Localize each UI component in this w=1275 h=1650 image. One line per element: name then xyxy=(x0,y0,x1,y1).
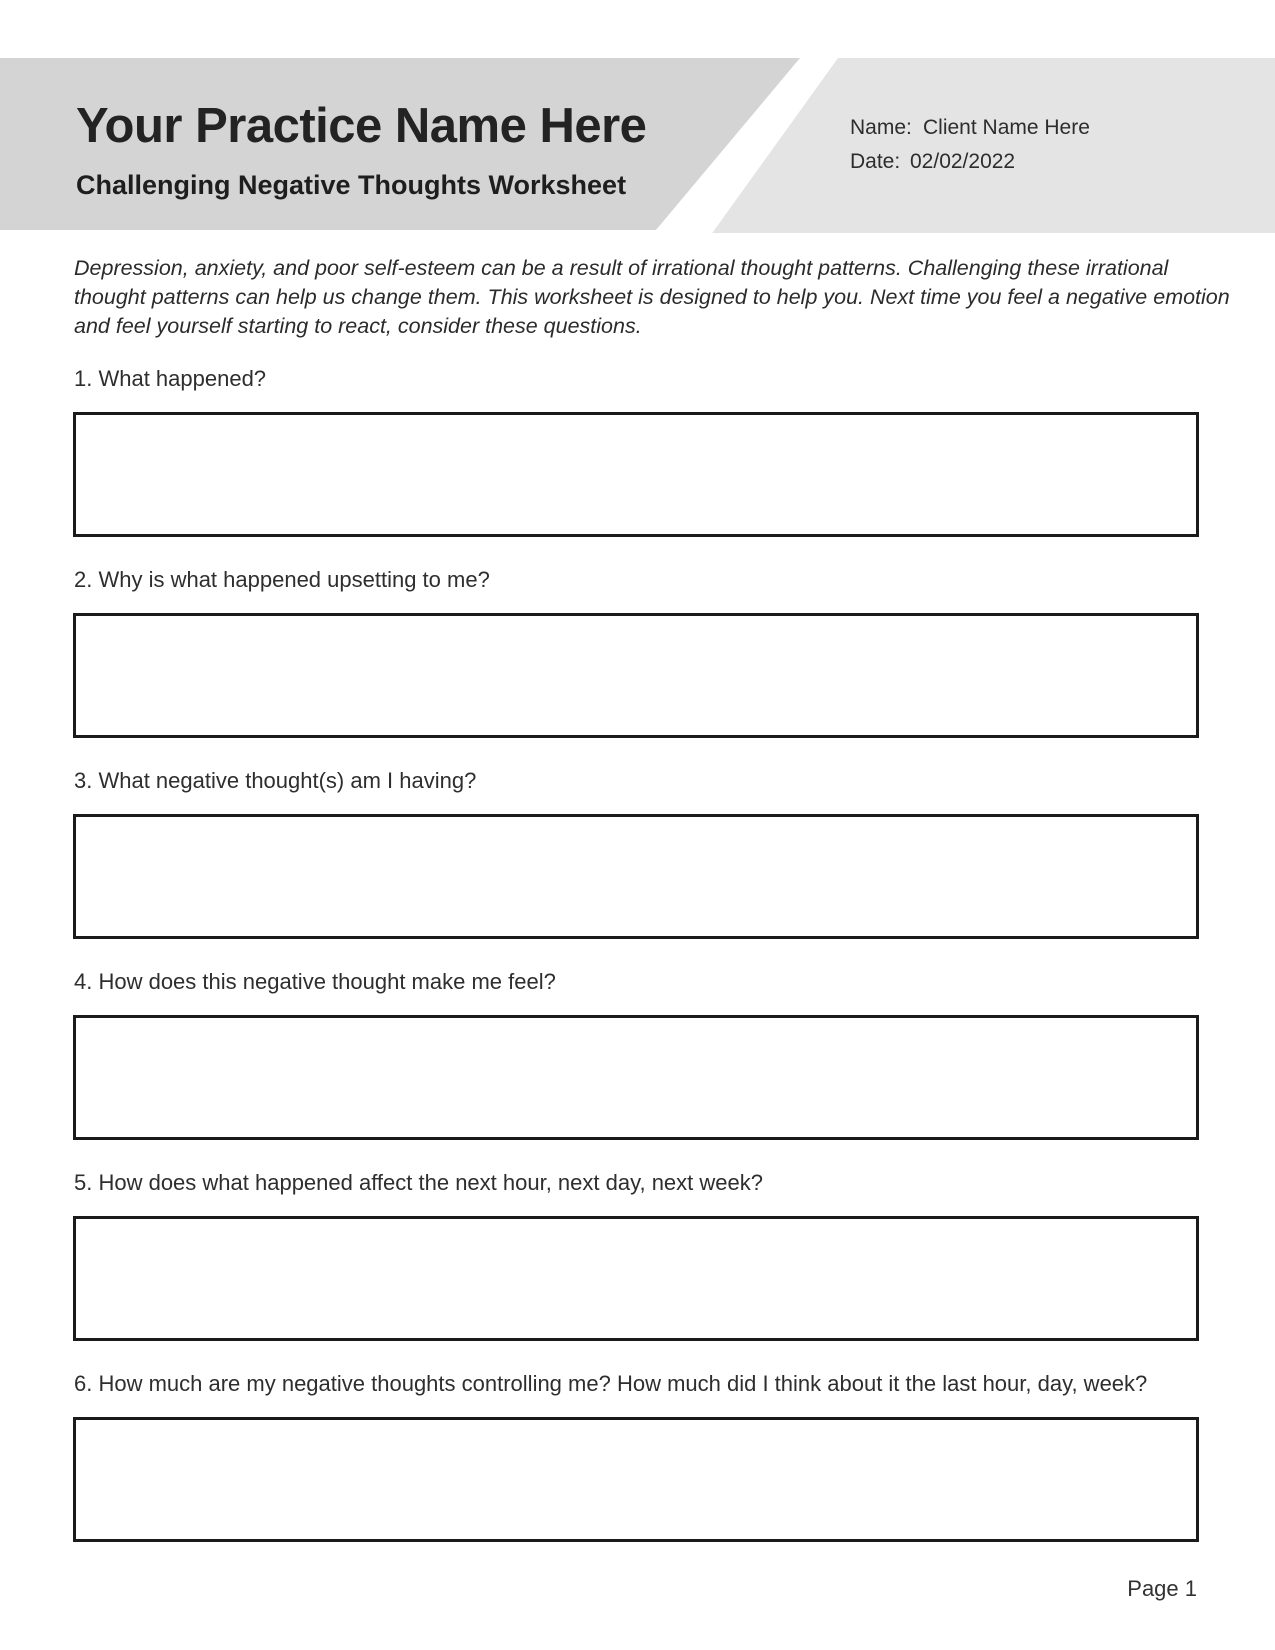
answer-box-2[interactable] xyxy=(73,613,1199,738)
intro-line: and feel yourself starting to react, consider these questions. xyxy=(74,314,642,338)
intro-paragraph xyxy=(74,254,1230,341)
question-1-label: 1. What happened? xyxy=(74,366,267,391)
answer-box-1[interactable] xyxy=(73,412,1199,537)
answer-box-6[interactable] xyxy=(73,1417,1199,1542)
answer-box-5[interactable] xyxy=(73,1216,1199,1341)
date-field[interactable]: 02/02/2022 xyxy=(910,150,1016,173)
client-name-row xyxy=(850,116,1090,140)
question-3-label: 3. What negative thought(s) am I having? xyxy=(74,768,477,793)
question-5-label: 5. How does what happened affect the next hour, next day, next week? xyxy=(74,1170,763,1195)
answer-box-3[interactable] xyxy=(73,814,1199,939)
answer-box-4[interactable] xyxy=(73,1015,1199,1140)
date-row xyxy=(850,150,1015,174)
intro-line: thought patterns can help us change them. This worksheet is designed to help you. Next time you feel a negative emotion xyxy=(74,285,1230,309)
client-name-field[interactable]: Client Name Here xyxy=(923,116,1090,139)
name-label: Name: xyxy=(850,116,912,139)
question-2-label: 2. Why is what happened upsetting to me? xyxy=(74,567,490,592)
question-4-label: 4. How does this negative thought make me feel? xyxy=(74,969,556,994)
practice-name-heading: Your Practice Name Here xyxy=(76,99,647,153)
question-6-label: 6. How much are my negative thoughts controlling me? How much did I think about it the last hour, day, week? xyxy=(74,1371,1148,1396)
date-label: Date: xyxy=(850,150,901,173)
worksheet-title: Challenging Negative Thoughts Worksheet xyxy=(76,170,627,200)
intro-line: Depression, anxiety, and poor self-esteem can be a result of irrational thought patterns. Challenging these irrational xyxy=(74,256,1169,280)
page-number: Page 1 xyxy=(1127,1576,1197,1601)
